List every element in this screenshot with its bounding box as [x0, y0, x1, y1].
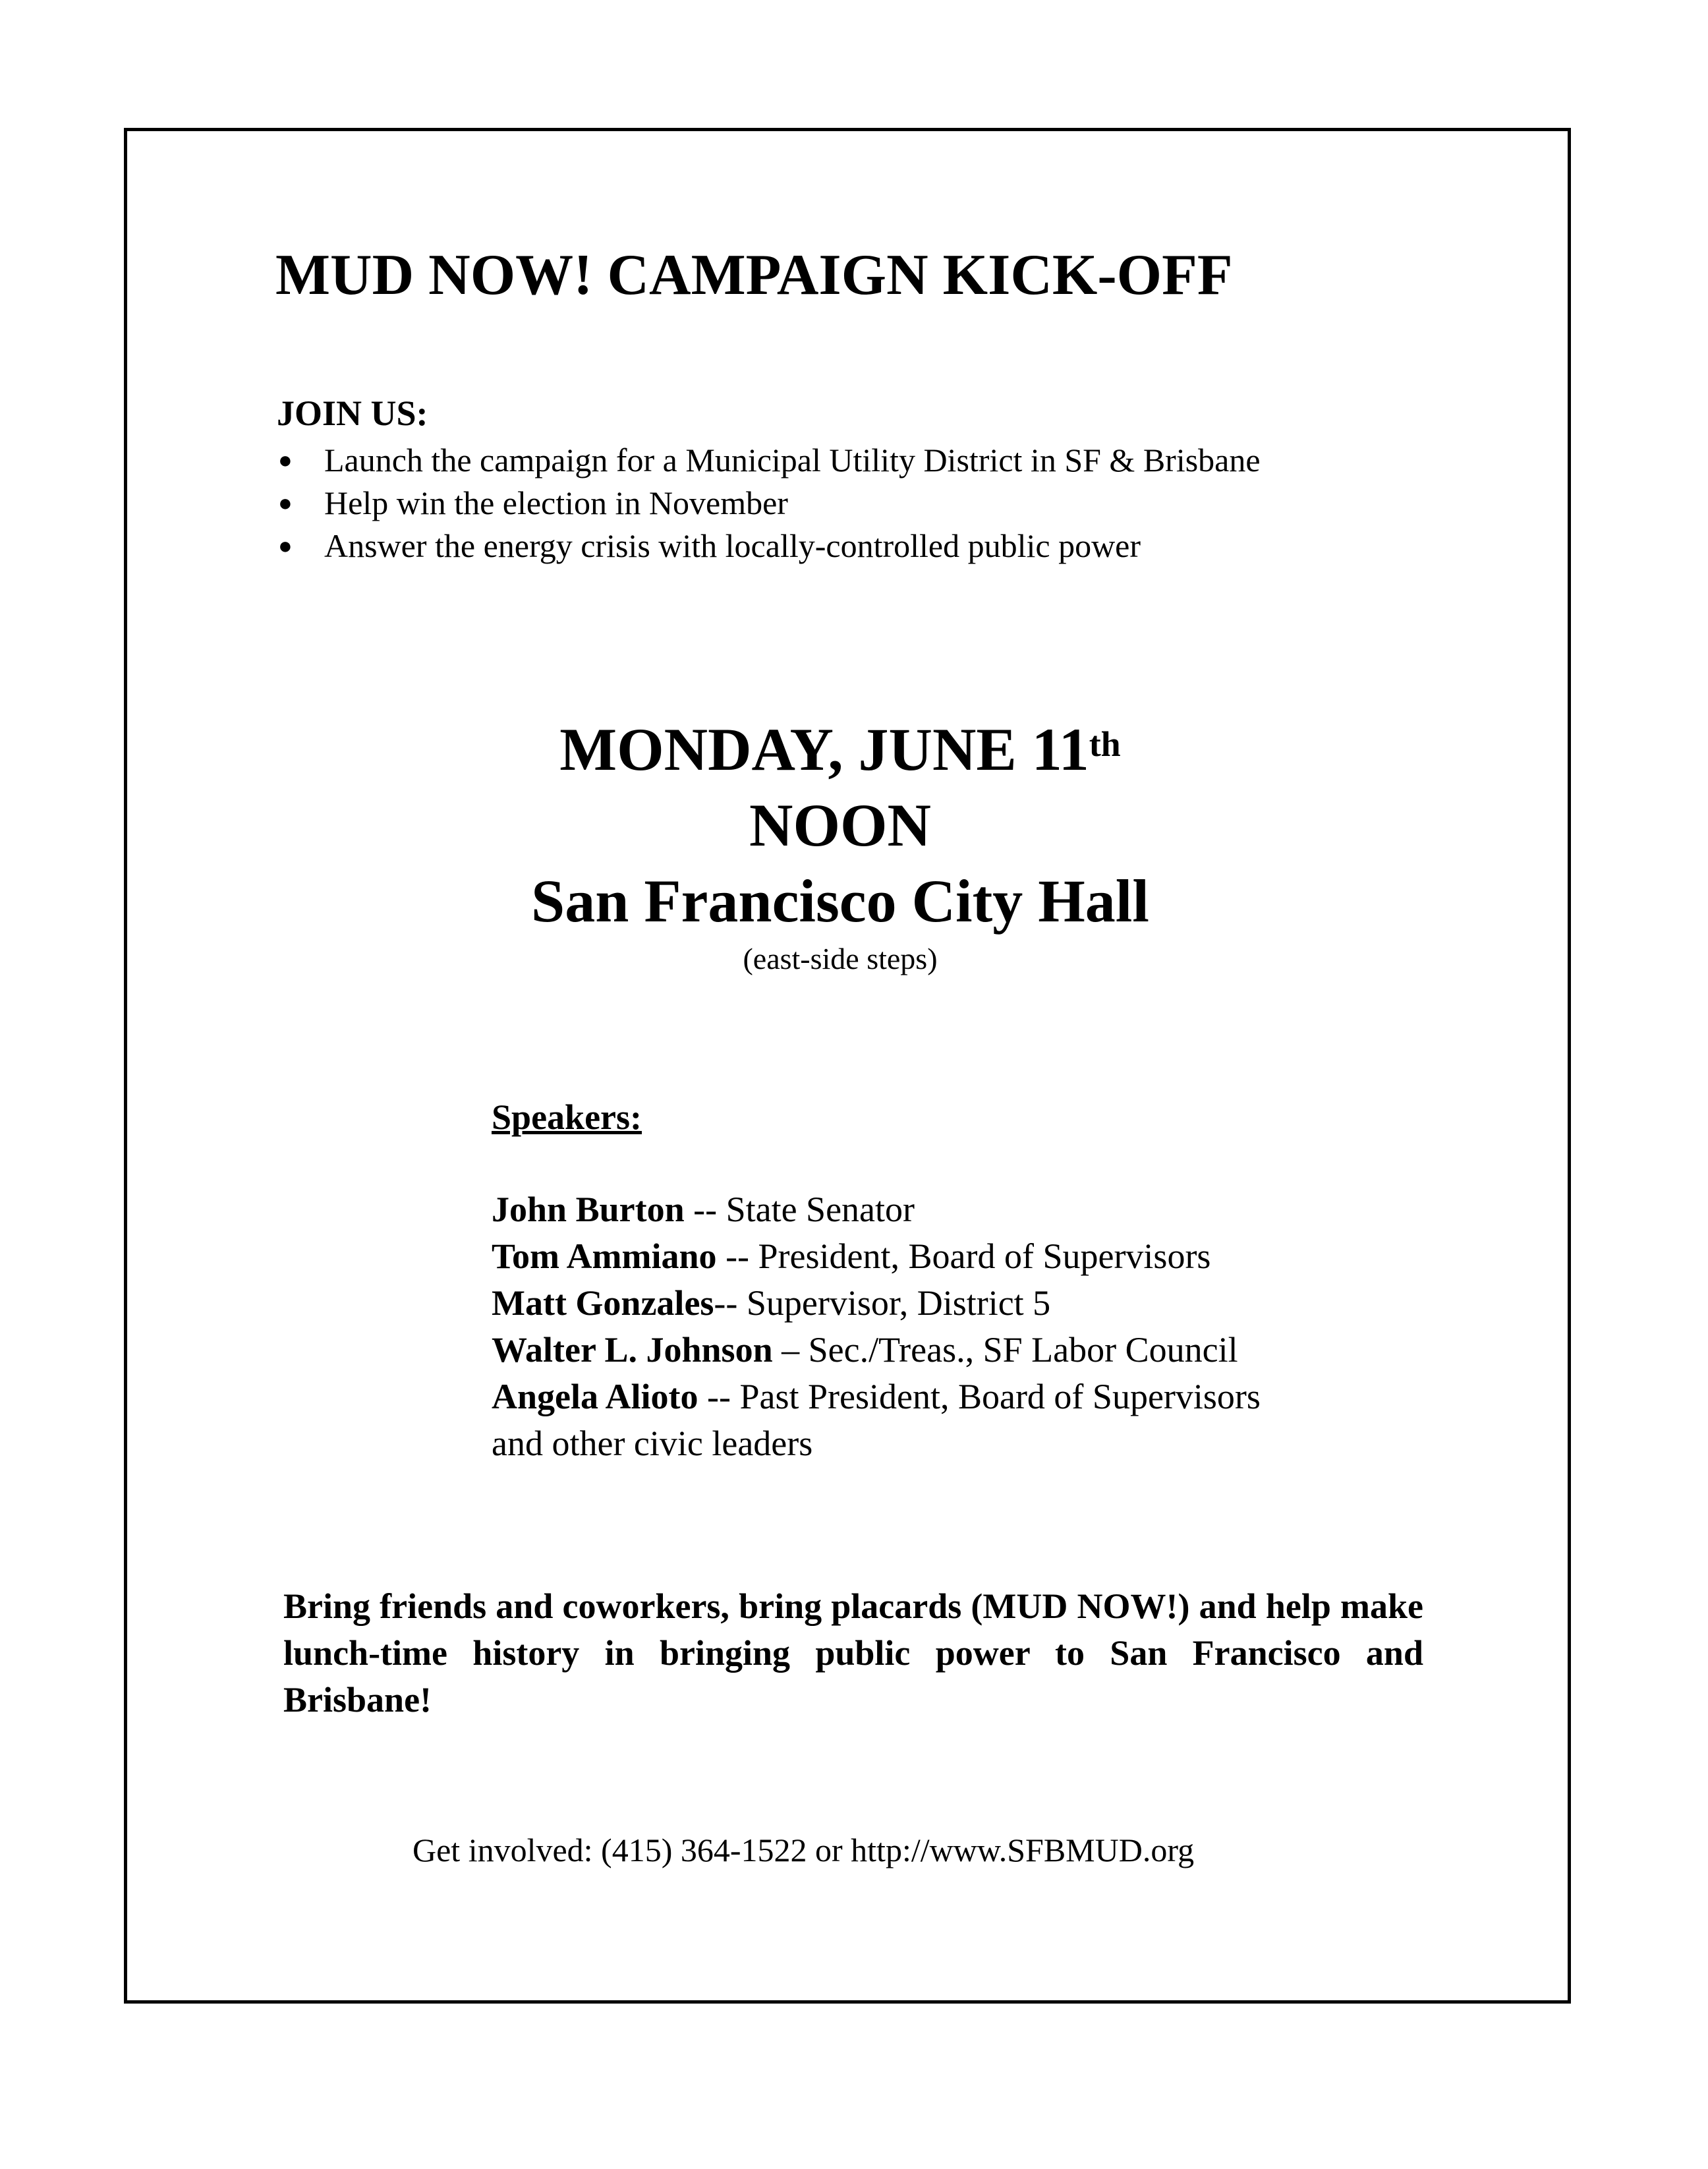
event-details: [428, 712, 1252, 979]
bullet-icon: ●: [278, 533, 293, 559]
speaker-row: [492, 1233, 1261, 1280]
join-us-list: [277, 439, 1261, 567]
speaker-role: -- State Senator: [684, 1190, 915, 1229]
speaker-name: John Burton: [492, 1190, 685, 1229]
speaker-row: [492, 1280, 1261, 1327]
speaker-role: -- President, Board of Supervisors: [716, 1236, 1211, 1276]
flyer-title: MUD NOW! CAMPAIGN KICK-OFF: [275, 243, 1233, 307]
bullet-icon: ●: [278, 490, 293, 516]
speaker-role: – Sec./Treas., SF Labor Council: [772, 1330, 1238, 1370]
list-item-text: Launch the campaign for a Municipal Utility District in SF & Brisbane: [324, 442, 1261, 478]
speaker-others: and other civic leaders: [492, 1424, 813, 1463]
list-item: [277, 525, 1261, 567]
speaker-row: [492, 1186, 1261, 1233]
event-time: NOON: [749, 792, 931, 859]
event-place-note: (east-side steps): [743, 942, 938, 975]
speaker-name: Walter L. Johnson: [492, 1330, 773, 1370]
list-item-text: Answer the energy crisis with locally-controlled public power: [324, 527, 1141, 564]
contact-line: Get involved: (415) 364-1522 or http://www.SFBMUD.org: [413, 1832, 1195, 1868]
speaker-role: -- Past President, Board of Supervisors: [698, 1377, 1261, 1416]
event-date: [428, 712, 1252, 788]
join-us-heading: JOIN US:: [277, 393, 428, 433]
speaker-row: [492, 1374, 1261, 1420]
speakers-heading: Speakers:: [492, 1097, 642, 1137]
speaker-name: Matt Gonzales: [492, 1283, 714, 1323]
speaker-name: Angela Alioto: [492, 1377, 698, 1416]
speaker-name: Tom Ammiano: [492, 1236, 717, 1276]
list-item: [277, 439, 1261, 482]
closing-call-to-action: Bring friends and coworkers, bring placards (MUD NOW!) and help make lunch-time history in bringing public power to San Francisco and Brisbane!: [283, 1586, 1423, 1720]
bullet-icon: ●: [278, 447, 293, 473]
speaker-role: -- Supervisor, District 5: [714, 1283, 1051, 1323]
speaker-list: [492, 1186, 1261, 1467]
list-item: [277, 482, 1261, 525]
event-date-suffix: th: [1089, 724, 1121, 764]
speaker-row: [492, 1327, 1261, 1374]
event-date-text: MONDAY, JUNE 11: [559, 716, 1089, 783]
event-place: San Francisco City Hall: [531, 867, 1149, 935]
list-item-text: Help win the election in November: [324, 484, 788, 521]
